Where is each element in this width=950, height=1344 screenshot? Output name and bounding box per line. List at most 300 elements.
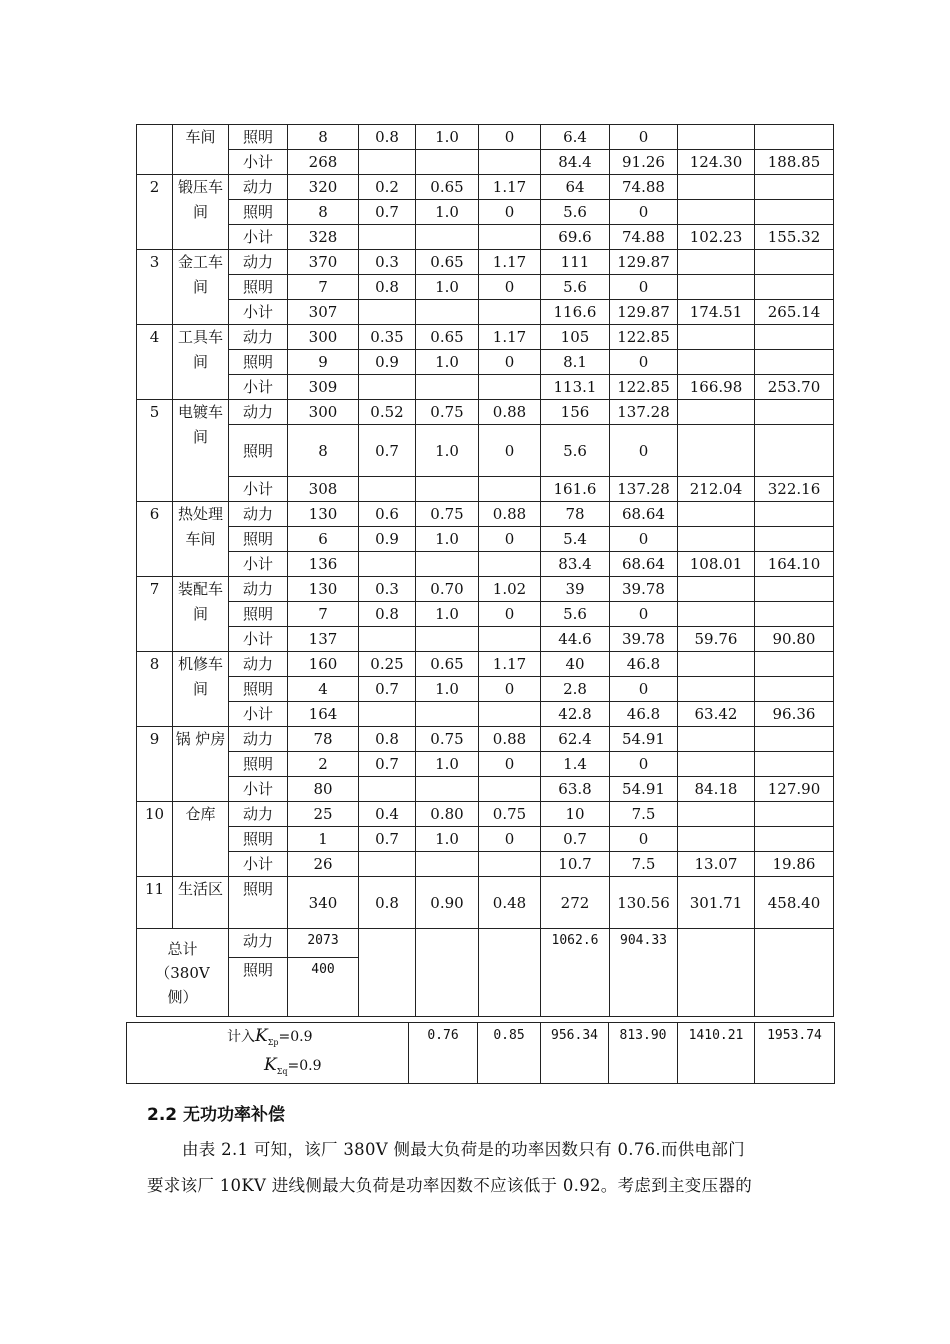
cell-pe: 1 xyxy=(288,827,359,852)
cell-tan: 0.88 xyxy=(479,400,541,425)
total-row xyxy=(137,929,834,958)
cell-s30: 212.04 xyxy=(678,477,755,502)
cell-p30: 40 xyxy=(541,652,610,677)
table-row xyxy=(137,325,834,350)
cell-pe: 7 xyxy=(288,602,359,627)
cell-cos xyxy=(416,300,479,325)
cell-p30: 39 xyxy=(541,577,610,602)
cell-i30: 155.32 xyxy=(755,225,834,250)
cell-cos: 1.0 xyxy=(416,752,479,777)
cell-q30: 68.64 xyxy=(610,552,678,577)
cell-p30: 5.4 xyxy=(541,527,610,552)
cell-cos: 0.65 xyxy=(416,250,479,275)
adjusted-cos-cell: 0.76 xyxy=(409,1023,478,1084)
cell-pe: 8 xyxy=(288,200,359,225)
cell-pe: 8 xyxy=(288,425,359,477)
total-light-label-cell: 照明 xyxy=(229,958,288,1017)
cell-cos: 0.75 xyxy=(416,400,479,425)
cell-tan: 0 xyxy=(479,602,541,627)
cell-kd xyxy=(359,300,416,325)
table-row xyxy=(137,375,834,400)
total-empty-tan xyxy=(479,929,541,1017)
cell-q30: 0 xyxy=(610,677,678,702)
cell-tan xyxy=(479,225,541,250)
cell-kd: 0.3 xyxy=(359,250,416,275)
cell-s30 xyxy=(678,250,755,275)
cell-type: 小计 xyxy=(229,627,288,652)
workshop-name-cell: 仓库 xyxy=(173,802,229,877)
table-row xyxy=(137,802,834,827)
cell-cos: 0.90 xyxy=(416,877,479,929)
cell-q30: 54.91 xyxy=(610,727,678,752)
cell-type: 动力 xyxy=(229,577,288,602)
cell-kd: 0.8 xyxy=(359,727,416,752)
total-p30-cell: 1062.6 xyxy=(541,929,610,1017)
cell-type: 照明 xyxy=(229,877,288,929)
workshop-name-cell: 电镀车间 xyxy=(173,400,229,502)
total-q30-cell: 904.33 xyxy=(610,929,678,1017)
cell-q30: 130.56 xyxy=(610,877,678,929)
cell-type: 小计 xyxy=(229,702,288,727)
cell-pe: 309 xyxy=(288,375,359,400)
cell-q30: 39.78 xyxy=(610,577,678,602)
cell-kd xyxy=(359,477,416,502)
cell-s30 xyxy=(678,400,755,425)
cell-i30: 127.90 xyxy=(755,777,834,802)
adjusted-s30-cell: 1410.21 xyxy=(678,1023,755,1084)
cell-p30: 1.4 xyxy=(541,752,610,777)
cell-kd: 0.25 xyxy=(359,652,416,677)
cell-kd: 0.7 xyxy=(359,677,416,702)
cell-pe: 130 xyxy=(288,577,359,602)
cell-s30 xyxy=(678,727,755,752)
cell-kd: 0.9 xyxy=(359,527,416,552)
cell-q30: 0 xyxy=(610,350,678,375)
cell-type: 动力 xyxy=(229,175,288,200)
cell-s30: 13.07 xyxy=(678,852,755,877)
cell-p30: 5.6 xyxy=(541,275,610,300)
cell-p30: 69.6 xyxy=(541,225,610,250)
cell-q30: 46.8 xyxy=(610,652,678,677)
cell-kd xyxy=(359,225,416,250)
cell-i30 xyxy=(755,400,834,425)
cell-i30: 265.14 xyxy=(755,300,834,325)
table-row xyxy=(137,150,834,175)
cell-q30: 91.26 xyxy=(610,150,678,175)
workshop-name-cell: 锻压车间 xyxy=(173,175,229,250)
cell-type: 动力 xyxy=(229,400,288,425)
cell-q30: 7.5 xyxy=(610,802,678,827)
cell-p30: 116.6 xyxy=(541,300,610,325)
cell-kd xyxy=(359,552,416,577)
cell-type: 照明 xyxy=(229,125,288,150)
table-row xyxy=(137,527,834,552)
cell-type: 小计 xyxy=(229,150,288,175)
workshop-name-cell: 热处理车间 xyxy=(173,502,229,577)
cell-pe: 160 xyxy=(288,652,359,677)
k-sum-p-line: 计入$K_{\Sigma p}=0.9$ xyxy=(227,1026,313,1047)
table-row xyxy=(137,552,834,577)
cell-tan: 1.17 xyxy=(479,325,541,350)
cell-cos xyxy=(416,702,479,727)
group-number-cell: 8 xyxy=(137,652,173,727)
cell-type: 照明 xyxy=(229,527,288,552)
cell-pe: 130 xyxy=(288,502,359,527)
cell-pe: 300 xyxy=(288,325,359,350)
cell-s30: 59.76 xyxy=(678,627,755,652)
cell-tan: 1.02 xyxy=(479,577,541,602)
adjusted-total-table xyxy=(126,1022,835,1084)
cell-kd: 0.8 xyxy=(359,877,416,929)
cell-kd: 0.8 xyxy=(359,275,416,300)
cell-pe: 370 xyxy=(288,250,359,275)
cell-type: 小计 xyxy=(229,375,288,400)
total-power-pe-cell: 2073 xyxy=(288,929,359,958)
cell-i30: 90.80 xyxy=(755,627,834,652)
cell-i30 xyxy=(755,652,834,677)
cell-cos xyxy=(416,477,479,502)
group-number-cell: 3 xyxy=(137,250,173,325)
cell-kd: 0.6 xyxy=(359,502,416,527)
cell-pe: 136 xyxy=(288,552,359,577)
cell-p30: 111 xyxy=(541,250,610,275)
cell-pe: 308 xyxy=(288,477,359,502)
cell-pe: 137 xyxy=(288,627,359,652)
cell-type: 动力 xyxy=(229,250,288,275)
cell-pe: 25 xyxy=(288,802,359,827)
cell-kd: 0.52 xyxy=(359,400,416,425)
table-row xyxy=(137,702,834,727)
paragraph-line-1: 由表 2.1 可知，该厂 380V 侧最大负荷是的功率因数只有 0.76.而供电部门 xyxy=(182,1140,745,1159)
cell-cos xyxy=(416,552,479,577)
cell-cos xyxy=(416,627,479,652)
cell-kd: 0.8 xyxy=(359,125,416,150)
cell-p30: 63.8 xyxy=(541,777,610,802)
cell-kd: 0.7 xyxy=(359,425,416,477)
group-number-cell: 5 xyxy=(137,400,173,502)
cell-s30: 124.30 xyxy=(678,150,755,175)
cell-s30 xyxy=(678,275,755,300)
section-heading: 2.2 无功功率补偿 xyxy=(147,1105,286,1125)
cell-q30: 122.85 xyxy=(610,325,678,350)
cell-kd: 0.4 xyxy=(359,802,416,827)
cell-q30: 0 xyxy=(610,827,678,852)
cell-cos: 0.75 xyxy=(416,727,479,752)
cell-cos: 1.0 xyxy=(416,200,479,225)
table-row xyxy=(137,877,834,929)
cell-tan xyxy=(479,375,541,400)
cell-tan: 0 xyxy=(479,527,541,552)
cell-i30 xyxy=(755,727,834,752)
cell-tan: 0 xyxy=(479,350,541,375)
cell-pe: 164 xyxy=(288,702,359,727)
workshop-name-cell: 机修车间 xyxy=(173,652,229,727)
total-empty-s30 xyxy=(678,929,755,1017)
cell-tan: 0 xyxy=(479,275,541,300)
table-row xyxy=(137,827,834,852)
table-row xyxy=(137,777,834,802)
cell-q30: 0 xyxy=(610,275,678,300)
cell-type: 动力 xyxy=(229,727,288,752)
cell-type: 小计 xyxy=(229,477,288,502)
cell-i30: 96.36 xyxy=(755,702,834,727)
table-row xyxy=(137,727,834,752)
cell-type: 小计 xyxy=(229,225,288,250)
cell-pe: 268 xyxy=(288,150,359,175)
cell-cos: 1.0 xyxy=(416,125,479,150)
table-row xyxy=(137,225,834,250)
cell-type: 小计 xyxy=(229,777,288,802)
cell-tan: 0.88 xyxy=(479,502,541,527)
cell-q30: 122.85 xyxy=(610,375,678,400)
workshop-name-cell: 工具车间 xyxy=(173,325,229,400)
table-row xyxy=(137,677,834,702)
cell-s30: 301.71 xyxy=(678,877,755,929)
table-row xyxy=(137,125,834,150)
cell-s30 xyxy=(678,802,755,827)
cell-pe: 2 xyxy=(288,752,359,777)
cell-type: 动力 xyxy=(229,325,288,350)
cell-p30: 78 xyxy=(541,502,610,527)
cell-pe: 4 xyxy=(288,677,359,702)
cell-cos: 0.75 xyxy=(416,502,479,527)
workshop-name-cell: 生活区 xyxy=(173,877,229,929)
cell-i30: 458.40 xyxy=(755,877,834,929)
cell-i30 xyxy=(755,275,834,300)
cell-q30: 46.8 xyxy=(610,702,678,727)
cell-i30 xyxy=(755,577,834,602)
cell-p30: 272 xyxy=(541,877,610,929)
cell-tan xyxy=(479,477,541,502)
cell-kd xyxy=(359,702,416,727)
cell-kd xyxy=(359,852,416,877)
cell-i30: 188.85 xyxy=(755,150,834,175)
table-row xyxy=(137,300,834,325)
table-row xyxy=(137,577,834,602)
cell-q30: 39.78 xyxy=(610,627,678,652)
cell-s30 xyxy=(678,602,755,627)
cell-cos xyxy=(416,777,479,802)
cell-type: 小计 xyxy=(229,300,288,325)
cell-p30: 44.6 xyxy=(541,627,610,652)
cell-kd xyxy=(359,777,416,802)
cell-q30: 0 xyxy=(610,125,678,150)
cell-i30 xyxy=(755,175,834,200)
cell-i30: 19.86 xyxy=(755,852,834,877)
cell-p30: 161.6 xyxy=(541,477,610,502)
cell-cos xyxy=(416,150,479,175)
cell-s30 xyxy=(678,527,755,552)
cell-s30 xyxy=(678,425,755,477)
cell-pe: 8 xyxy=(288,125,359,150)
cell-q30: 129.87 xyxy=(610,250,678,275)
cell-q30: 0 xyxy=(610,425,678,477)
workshop-name-cell: 装配车间 xyxy=(173,577,229,652)
table-row xyxy=(137,425,834,477)
cell-q30: 74.88 xyxy=(610,225,678,250)
cell-i30 xyxy=(755,425,834,477)
adjusted-total-row xyxy=(127,1023,835,1084)
total-empty-cos xyxy=(416,929,479,1017)
cell-p30: 5.6 xyxy=(541,602,610,627)
cell-type: 照明 xyxy=(229,350,288,375)
cell-pe: 340 xyxy=(288,877,359,929)
cell-tan xyxy=(479,300,541,325)
group-number-cell: 2 xyxy=(137,175,173,250)
total-empty-i30 xyxy=(755,929,834,1017)
table-row xyxy=(137,852,834,877)
cell-cos: 1.0 xyxy=(416,425,479,477)
table-row xyxy=(137,275,834,300)
cell-tan: 0 xyxy=(479,200,541,225)
table-row xyxy=(137,602,834,627)
cell-tan xyxy=(479,150,541,175)
table-row xyxy=(137,200,834,225)
total-light-pe-cell: 400 xyxy=(288,958,359,1017)
cell-p30: 105 xyxy=(541,325,610,350)
cell-s30: 108.01 xyxy=(678,552,755,577)
cell-p30: 84.4 xyxy=(541,150,610,175)
cell-p30: 10.7 xyxy=(541,852,610,877)
cell-type: 动力 xyxy=(229,502,288,527)
cell-s30 xyxy=(678,350,755,375)
cell-type: 照明 xyxy=(229,827,288,852)
table-row xyxy=(137,250,834,275)
cell-tan: 1.17 xyxy=(479,175,541,200)
cell-q30: 0 xyxy=(610,602,678,627)
cell-cos xyxy=(416,225,479,250)
cell-tan: 0.88 xyxy=(479,727,541,752)
cell-i30 xyxy=(755,527,834,552)
simultaneity-factor-cell xyxy=(127,1023,409,1084)
workshop-name-cell: 锅 炉房 xyxy=(173,727,229,802)
cell-i30: 164.10 xyxy=(755,552,834,577)
cell-tan: 0 xyxy=(479,827,541,852)
group-number-cell: 6 xyxy=(137,502,173,577)
workshop-name-cell: 车间 xyxy=(173,125,229,175)
cell-pe: 300 xyxy=(288,400,359,425)
cell-kd: 0.3 xyxy=(359,577,416,602)
cell-i30 xyxy=(755,752,834,777)
cell-p30: 2.8 xyxy=(541,677,610,702)
cell-kd: 0.35 xyxy=(359,325,416,350)
cell-s30 xyxy=(678,200,755,225)
k-sum-q-line: $K_{\Sigma q}=0.9$ xyxy=(264,1054,322,1076)
cell-s30: 102.23 xyxy=(678,225,755,250)
cell-q30: 137.28 xyxy=(610,400,678,425)
cell-pe: 26 xyxy=(288,852,359,877)
cell-q30: 68.64 xyxy=(610,502,678,527)
cell-pe: 7 xyxy=(288,275,359,300)
cell-type: 照明 xyxy=(229,602,288,627)
cell-tan: 0 xyxy=(479,677,541,702)
cell-tan: 0 xyxy=(479,425,541,477)
cell-tan: 0.75 xyxy=(479,802,541,827)
group-number-cell: 7 xyxy=(137,577,173,652)
cell-tan xyxy=(479,777,541,802)
cell-pe: 80 xyxy=(288,777,359,802)
cell-kd xyxy=(359,375,416,400)
cell-kd: 0.7 xyxy=(359,752,416,777)
cell-q30: 74.88 xyxy=(610,175,678,200)
cell-i30 xyxy=(755,677,834,702)
cell-s30 xyxy=(678,677,755,702)
cell-type: 照明 xyxy=(229,677,288,702)
cell-cos: 1.0 xyxy=(416,827,479,852)
cell-tan xyxy=(479,852,541,877)
cell-s30: 84.18 xyxy=(678,777,755,802)
workshop-name-cell: 金工车间 xyxy=(173,250,229,325)
cell-cos xyxy=(416,852,479,877)
cell-s30: 63.42 xyxy=(678,702,755,727)
cell-cos: 1.0 xyxy=(416,275,479,300)
cell-pe: 307 xyxy=(288,300,359,325)
cell-s30 xyxy=(678,125,755,150)
cell-kd xyxy=(359,150,416,175)
table-row xyxy=(137,477,834,502)
cell-p30: 42.8 xyxy=(541,702,610,727)
table-row xyxy=(137,502,834,527)
cell-s30: 174.51 xyxy=(678,300,755,325)
cell-q30: 137.28 xyxy=(610,477,678,502)
cell-cos: 1.0 xyxy=(416,602,479,627)
group-number-cell: 9 xyxy=(137,727,173,802)
cell-q30: 54.91 xyxy=(610,777,678,802)
cell-cos: 1.0 xyxy=(416,350,479,375)
cell-s30 xyxy=(678,652,755,677)
cell-s30 xyxy=(678,752,755,777)
group-number-cell: 11 xyxy=(137,877,173,929)
cell-i30 xyxy=(755,502,834,527)
total-label-cell: 总计（380V侧） xyxy=(137,929,229,1017)
cell-q30: 129.87 xyxy=(610,300,678,325)
cell-i30 xyxy=(755,350,834,375)
cell-cos xyxy=(416,375,479,400)
cell-i30: 322.16 xyxy=(755,477,834,502)
cell-s30 xyxy=(678,577,755,602)
cell-s30: 166.98 xyxy=(678,375,755,400)
adjusted-i30-cell: 1953.74 xyxy=(755,1023,835,1084)
cell-cos: 0.65 xyxy=(416,175,479,200)
cell-s30 xyxy=(678,827,755,852)
cell-s30 xyxy=(678,502,755,527)
cell-p30: 5.6 xyxy=(541,200,610,225)
cell-type: 动力 xyxy=(229,652,288,677)
cell-kd xyxy=(359,627,416,652)
cell-pe: 6 xyxy=(288,527,359,552)
adjusted-tan-cell: 0.85 xyxy=(478,1023,541,1084)
cell-p30: 83.4 xyxy=(541,552,610,577)
cell-p30: 62.4 xyxy=(541,727,610,752)
total-empty-kd xyxy=(359,929,416,1017)
cell-p30: 5.6 xyxy=(541,425,610,477)
cell-p30: 64 xyxy=(541,175,610,200)
cell-pe: 320 xyxy=(288,175,359,200)
cell-cos: 0.80 xyxy=(416,802,479,827)
cell-p30: 156 xyxy=(541,400,610,425)
load-calculation-table xyxy=(136,124,834,1017)
cell-q30: 0 xyxy=(610,527,678,552)
cell-q30: 7.5 xyxy=(610,852,678,877)
cell-p30: 10 xyxy=(541,802,610,827)
group-number-cell xyxy=(137,125,173,175)
cell-tan: 0 xyxy=(479,125,541,150)
group-number-cell: 10 xyxy=(137,802,173,877)
cell-type: 小计 xyxy=(229,552,288,577)
cell-q30: 0 xyxy=(610,200,678,225)
cell-type: 小计 xyxy=(229,852,288,877)
adjusted-p30-cell: 956.34 xyxy=(541,1023,609,1084)
